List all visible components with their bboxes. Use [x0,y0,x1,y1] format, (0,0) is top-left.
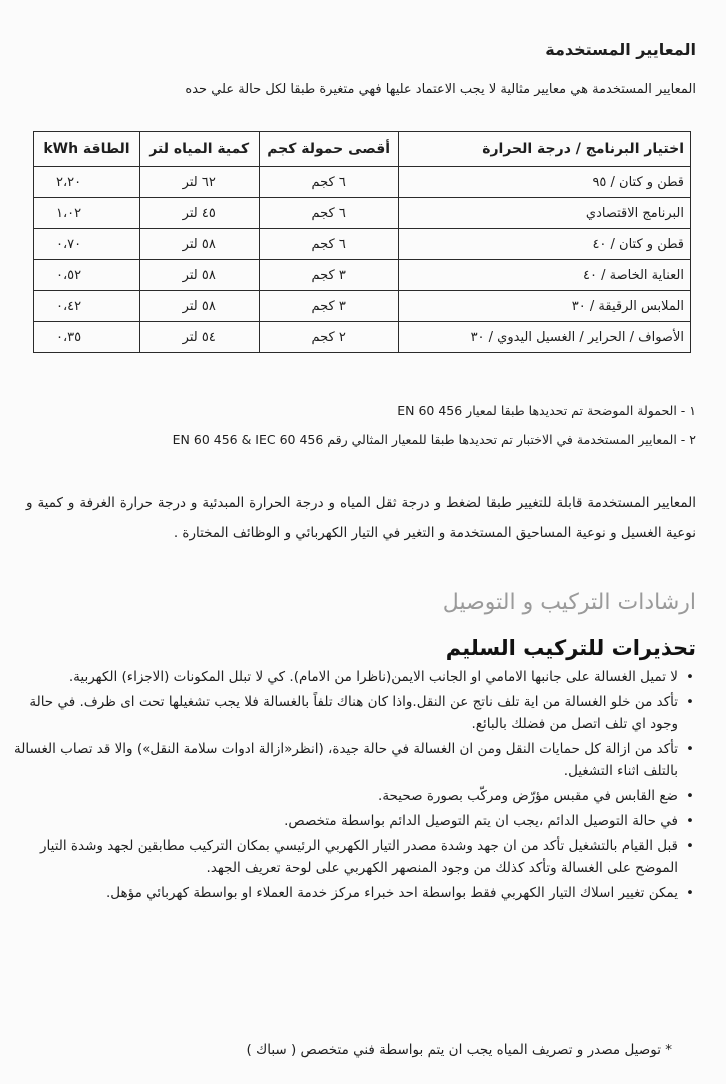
warning-text: لا تميل الغسالة على جانبها الامامي او الجانب الايمن(ناظرا من الامام). كي لا تبلل المكونات (الاجزاء) الكهربية. [68,669,678,685]
warning-text: قبل القيام بالتشغيل تأكد من ان جهد وشدة مصدر التيار الكهربي الرئيسي بمكان التركيب مطابقين لجهد وشدة التيار الموضح على الغسالة وتأكد كذلك من وجود المنصهر الكهربي على لوحة تعريف الجهد. [40,838,678,876]
cell-water: ٦٢ لتر [139,167,259,198]
specs-table [33,131,691,353]
cell-program: الملابس الرقيقة / ٣٠ [398,291,690,322]
cell-program: العناية الخاصة / ٤٠ [398,260,690,291]
table-row [34,229,691,260]
warning-text: تأكد من ازالة كل حمايات النقل ومن ان الغسالة في حالة جيدة، (انظر«ازالة ادوات سلامة النقل») والا قد تصاب الغسالة بالتلف اثناء التشغيل. [13,741,678,779]
cell-energy: ٠،٥٢ [34,260,140,291]
cell-water: ٥٨ لتر [139,229,259,260]
cell-energy: ٠،٧٠ [34,229,140,260]
cell-water: ٤٥ لتر [139,198,259,229]
cell-load: ٢ كجم [259,322,398,353]
list-item [12,835,694,879]
cell-load: ٦ كجم [259,167,398,198]
cell-program: البرنامج الاقتصادي [398,198,690,229]
table-row [34,291,691,322]
cell-water: ٥٤ لتر [139,322,259,353]
cell-program: قطن و كتان / ٩٥ [398,167,690,198]
header-water: كمية المياه لتر [139,132,259,167]
cell-load: ٦ كجم [259,198,398,229]
bullet-icon: • [686,788,694,804]
table-row [34,322,691,353]
list-item [12,810,694,832]
header-load: أقصى حمولة كجم [259,132,398,167]
warnings-heading: تحذيرات للتركيب السليم [445,636,696,660]
cell-energy: ٠،٤٢ [34,291,140,322]
warnings-list [12,666,696,907]
cell-load: ٣ كجم [259,291,398,322]
table-row [34,260,691,291]
cell-load: ٦ كجم [259,229,398,260]
warning-text: في حالة التوصيل الدائم ،يجب ان يتم التوصيل الدائم بواسطة متخصص. [284,813,678,829]
list-item [12,691,694,735]
table-header-row [34,132,691,167]
footnote-2: ٢ - المعايير المستخدمة في الاختبار تم تحديدها طبقا للمعيار المثالي رقم EN 60 456 & IEC 60 456 [172,432,696,447]
cell-energy: ١،٠٢ [34,198,140,229]
bullet-icon: • [686,885,694,901]
bullet-icon: • [686,694,694,710]
list-item [12,882,694,904]
list-item [12,666,694,688]
cell-program: قطن و كتان / ٤٠ [398,229,690,260]
install-heading: ارشادات التركيب و التوصيل [442,590,696,615]
warning-text: يمكن تغيير اسلاك التيار الكهربي فقط بواسطة احد خبراء مركز خدمة العملاء او بواسطة كهربائي مؤهل. [105,885,678,901]
cell-load: ٣ كجم [259,260,398,291]
bullet-icon: • [686,741,694,757]
cell-energy: ٢،٢٠ [34,167,140,198]
bullet-icon: • [686,813,694,829]
header-program: اختيار البرنامج / درجة الحرارة [398,132,690,167]
cell-water: ٥٨ لتر [139,291,259,322]
cell-energy: ٠،٣٥ [34,322,140,353]
variability-paragraph: المعايير المستخدمة قابلة للتغيير طبقا لضغط و درجة ثقل المياه و درجة الحرارة المبدئية و درجة حرارة الغرفة و كمية و نوعية الغسيل و نوعية المساحيق المستخدمة و التغير في التيار الكهربائي و الوظائف المختارة . [26,495,696,541]
table-row [34,167,691,198]
bullet-icon: • [686,838,694,854]
list-item [12,738,694,782]
footnote-1: ١ - الحمولة الموضحة تم تحديدها طبقا لمعيار EN 60 456 [397,403,696,418]
section-intro: المعايير المستخدمة هي معايير مثالية لا يجب الاعتماد عليها فهي متغيرة طبقا لكل حالة علي حده [185,82,696,97]
warning-text: تأكد من خلو الغسالة من اية تلف ناتج عن النقل.واذا كان هناك تلفاً بالغسالة فلا يجب تشغيلها تحت اى ظرف. في حالة وجود اي تلف اتصل من فضلك بالبائع. [29,694,678,732]
bullet-icon: • [686,669,694,685]
plumbing-note: * توصيل مصدر و تصريف المياه يجب ان يتم بواسطة فني متخصص ( سباك ) [246,1042,672,1058]
header-energy: الطاقة kWh [34,132,140,167]
section-title: المعايير المستخدمة [545,40,696,59]
table-row [34,198,691,229]
list-item [12,785,694,807]
warning-text: ضع القابس في مقبس مؤرّض ومركّب بصورة صحيحة. [378,788,678,804]
cell-program: الأصواف / الحراير / الغسيل اليدوي / ٣٠ [398,322,690,353]
cell-water: ٥٨ لتر [139,260,259,291]
